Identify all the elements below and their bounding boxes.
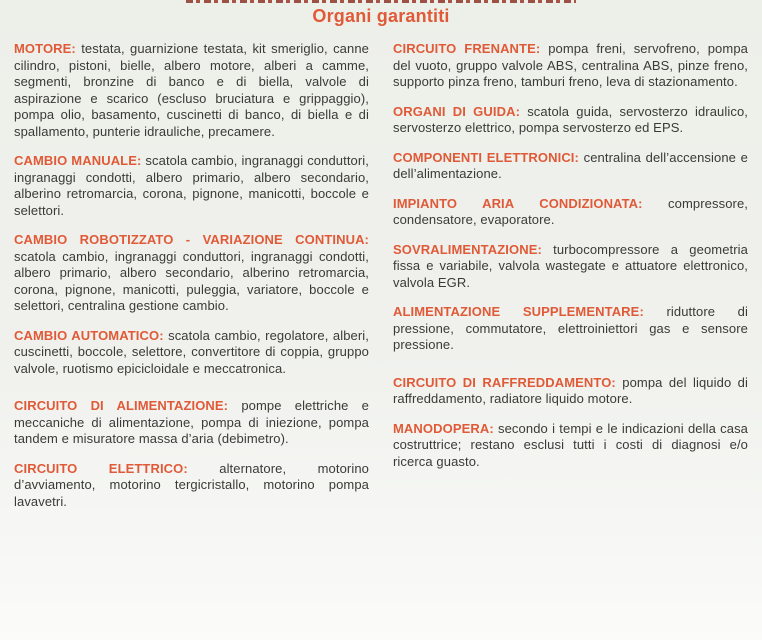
paragraph-body: alternatore, motorino d’avviamento, motorino tergicristallo, motorino pompa lavavetri. xyxy=(14,460,369,509)
left-column xyxy=(14,41,369,523)
paragraph-body: scatola cambio, ingranaggi conduttori, ingranaggi condotti, albero primario, albero secondario, alberino retromarcia, corona, pignone, manicotti, boccole e selettori. xyxy=(14,153,369,218)
page-title: Organi garantiti xyxy=(312,6,450,26)
paragraph-cambio-automatico xyxy=(14,328,369,378)
paragraph-alimentazione-supplementare xyxy=(393,304,748,354)
paragraph-manodopera xyxy=(393,421,748,471)
paragraph-heading: CAMBIO MANUALE: xyxy=(14,153,142,168)
paragraph-body: testata, guarnizione testata, kit smeriglio, canne cilindro, pistoni, bielle, albero motore, alberi a camme, segmenti, bronzine di banco e di biella, valvole di aspirazione e scarico (escluso bruciatura e grippaggio), pompa olio, basamento, cuscinetti di banco, di biella e di spallamento, punterie idrauliche, precamere. xyxy=(14,41,370,139)
truncated-text-remnant xyxy=(186,0,576,3)
paragraph-body: turbocompressore a geometria fissa e variabile, valvola wastegate e attuatore elettronico, valvola EGR. xyxy=(393,241,748,290)
paragraph-organi-di-guida xyxy=(393,104,748,137)
paragraph-heading: ALIMENTAZIONE SUPPLEMENTARE: xyxy=(393,304,644,319)
paragraph-circuito-alimentazione xyxy=(14,398,369,448)
paragraph-heading: CIRCUITO ELETTRICO: xyxy=(14,460,188,476)
paragraph-cambio-robotizzato xyxy=(14,232,369,315)
paragraph-body: scatola guida, servosterzo idraulico, servosterzo elettrico, pompa servosterzo ed EPS. xyxy=(393,103,748,135)
paragraph-heading: ORGANI DI GUIDA: xyxy=(393,103,520,119)
paragraph-heading: CAMBIO AUTOMATICO: xyxy=(14,327,164,343)
paragraph-heading: CIRCUITO FRENANTE: xyxy=(393,41,541,56)
paragraph-body: pompa freni, servofreno, pompa del vuoto, gruppo valvole ABS, centralina ABS, pinze freno, supporto pinza freno, tamburi freno, leva di stazionamento. xyxy=(393,41,748,89)
paragraph-body: secondo i tempi e le indicazioni della casa costruttrice; restano esclusi tutti i costi di diagnosi e/o ricerca guasto. xyxy=(393,420,748,469)
paragraph-cambio-manuale xyxy=(14,153,369,219)
paragraph-body: riduttore di pressione, commutatore, elettroiniettori gas e sensore pressione. xyxy=(393,304,748,352)
paragraph-circuito-frenante xyxy=(393,41,748,91)
paragraph-body: scatola cambio, ingranaggi conduttori, ingranaggi condotti, albero primario, albero secondario, alberino retromarcia, corona, pignone, manicotti, puleggia, variatore, boccole e selettori, centralina gestione cambio. xyxy=(14,248,369,313)
paragraph-body: compressore, condensatore, evaporatore. xyxy=(393,195,748,227)
paragraph-body: pompe elettriche e meccaniche di alimentazione, pompa di iniezione, pompa tandem e misuratore massa d’aria (debimetro). xyxy=(14,398,369,446)
paragraph-circuito-elettrico xyxy=(14,461,369,511)
paragraph-heading: IMPIANTO ARIA CONDIZIONATA: xyxy=(393,195,643,211)
paragraph-heading: SOVRALIMENTAZIONE: xyxy=(393,241,542,257)
paragraph-heading: CIRCUITO DI RAFFREDDAMENTO: xyxy=(393,374,616,390)
paragraph-body: pompa del liquido di raffreddamento, radiatore liquido motore. xyxy=(393,374,749,406)
paragraph-impianto-aria-condizionata xyxy=(393,196,748,229)
paragraph-heading: MANODOPERA: xyxy=(393,420,494,436)
paragraph-heading: COMPONENTI ELETTRONICI: xyxy=(393,149,579,165)
paragraph-body: scatola cambio, regolatore, alberi, cuscinetti, boccole, selettore, convertitore di coppia, gruppo valvole, ruotismo epicicloidale e meccatronica. xyxy=(14,327,369,376)
paragraph-heading: CIRCUITO DI ALIMENTAZIONE: xyxy=(14,398,229,413)
two-column-layout xyxy=(14,41,748,523)
paragraph-componenti-elettronici xyxy=(393,150,748,183)
paragraph-heading: CAMBIO ROBOTIZZATO - VARIAZIONE CONTINUA: xyxy=(14,232,369,247)
paragraph-circuito-raffreddamento xyxy=(393,375,748,408)
paragraph-sovralimentazione xyxy=(393,242,748,292)
paragraph-motore xyxy=(14,41,369,140)
paragraph-heading: MOTORE: xyxy=(14,41,76,56)
paragraph-body: centralina dell’accensione e dell’alimentazione. xyxy=(393,149,748,181)
right-column xyxy=(393,41,748,523)
